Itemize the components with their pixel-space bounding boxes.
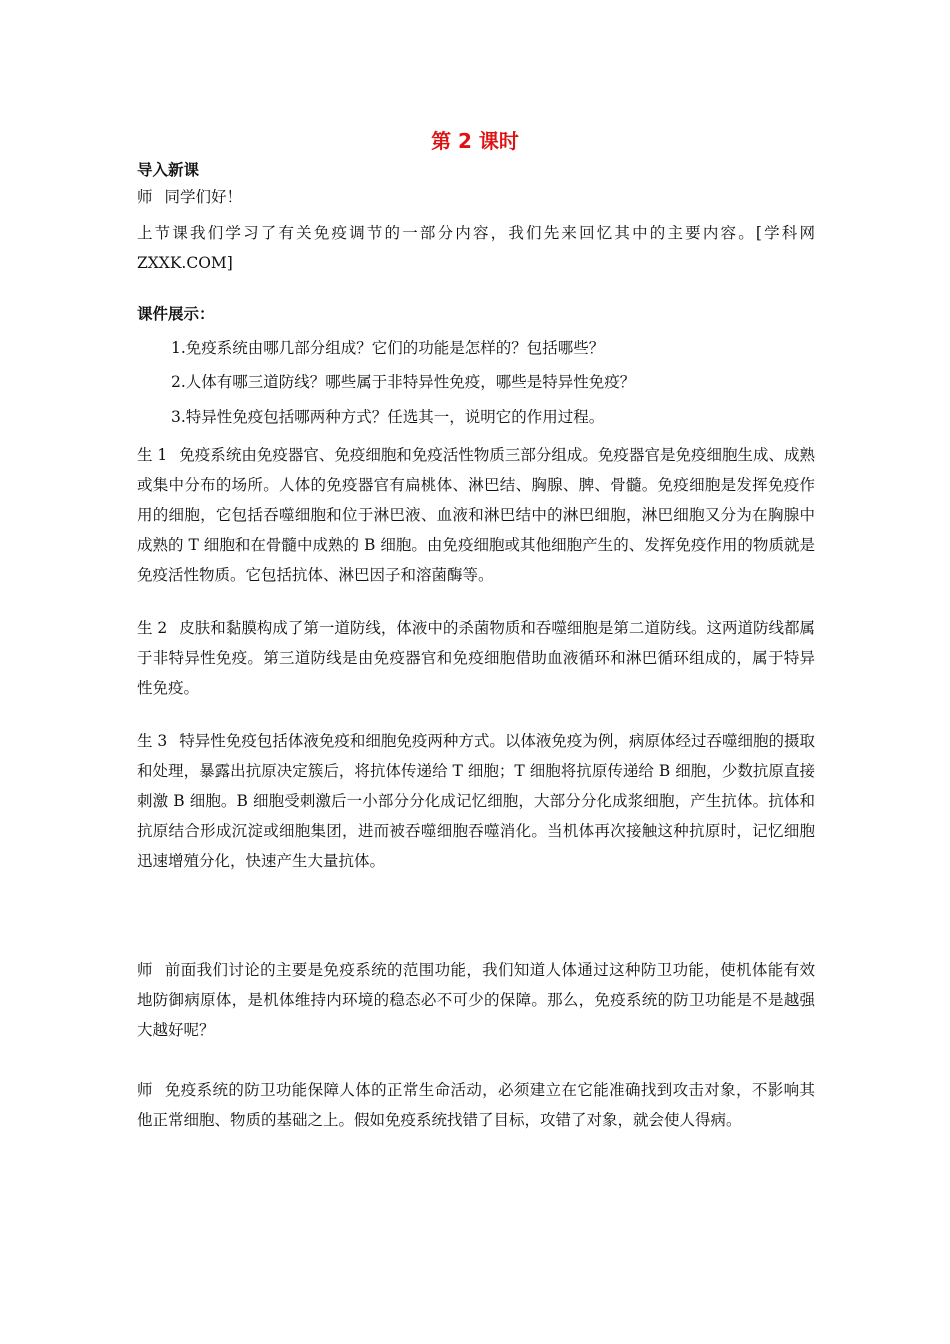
speaker-label: 生 2 <box>137 619 168 637</box>
section-heading-courseware: 课件展示： <box>137 305 215 323</box>
teacher-greeting <box>137 182 815 212</box>
speaker-label: 师 <box>137 1081 153 1099</box>
teacher-text: 免疫系统的防卫功能保障人体的正常生命活动，必须建立在它能准确找到攻击对象，不影响其他正常细胞、物质的基础之上。假如免疫系统找错了目标，攻错了对象，就会使人得病。 <box>137 1081 815 1129</box>
teacher-text: 前面我们讨论的主要是免疫系统的范围功能，我们知道人体通过这种防卫功能，使机体能有效地防御病原体，是机体维持内环境的稳态必不可少的保障。那么，免疫系统的防卫功能是不是越强大越好呢？ <box>137 961 815 1039</box>
intro-paragraph: 上节课我们学习了有关免疫调节的一部分内容，我们先来回忆其中的主要内容。[学科网 ZXXK.COM] <box>137 224 815 272</box>
page-title: 第 2 课时 <box>431 129 519 153</box>
speaker-label: 师 <box>137 188 153 206</box>
question-item-1: 1.免疫系统由哪几部分组成？它们的功能是怎样的？包括哪些？ <box>171 339 605 357</box>
answer-text: 免疫系统由免疫器官、免疫细胞和免疫活性物质三部分组成。免疫器官是免疫细胞生成、成熟或集中分布的场所。人体的免疫器官有扁桃体、淋巴结、胸腺、脾、骨髓。免疫细胞是发挥免疫作用的细胞，它包括吞噬细胞和位于淋巴液、血液和淋巴结中的淋巴细胞，淋巴细胞又分为在胸腺中成熟的 T 细胞和在骨髓中成熟的 B 细胞。由免疫细胞或其他细胞产生的、发挥免疫作用的物质就是免疫活性物质。它包括抗体、淋巴因子和溶菌酶等。 <box>137 446 815 584</box>
section-heading-intro: 导入新课 <box>137 161 200 179</box>
answer-paragraph-3 <box>137 726 815 876</box>
answer-text: 皮肤和黏膜构成了第一道防线，体液中的杀菌物质和吞噬细胞是第二道防线。这两道防线都属于非特异性免疫。第三道防线是由免疫器官和免疫细胞借助血液循环和淋巴循环组成的，属于特异性免疫。 <box>137 619 815 697</box>
greeting-text: 同学们好！ <box>164 188 243 206</box>
teacher-paragraph-1 <box>137 955 815 1045</box>
answer-paragraph-2 <box>137 613 815 703</box>
question-item-2: 2.人体有哪三道防线？哪些属于非特异性免疫，哪些是特异性免疫？ <box>171 373 636 391</box>
speaker-label: 师 <box>137 961 153 979</box>
speaker-label: 生 3 <box>137 732 168 750</box>
teacher-paragraph-2 <box>137 1075 815 1135</box>
answer-text: 特异性免疫包括体液免疫和细胞免疫两种方式。以体液免疫为例，病原体经过吞噬细胞的摄取和处理，暴露出抗原决定簇后，将抗体传递给 T 细胞；T 细胞将抗原传递给 B 细胞，少数抗原直接刺激 B 细胞。B 细胞受刺激后一小部分分化成记忆细胞，大部分分化成浆细胞，产生抗体。抗体和抗原结合形成沉淀或细胞集团，进而被吞噬细胞吞噬消化。当机体再次接触这种抗原时，记忆细胞迅速增殖分化，快速产生大量抗体。 <box>137 732 815 870</box>
question-item-3: 3.特异性免疫包括哪两种方式？任选其一，说明它的作用过程。 <box>171 408 605 426</box>
speaker-label: 生 1 <box>137 446 168 464</box>
answer-paragraph-1 <box>137 440 815 590</box>
